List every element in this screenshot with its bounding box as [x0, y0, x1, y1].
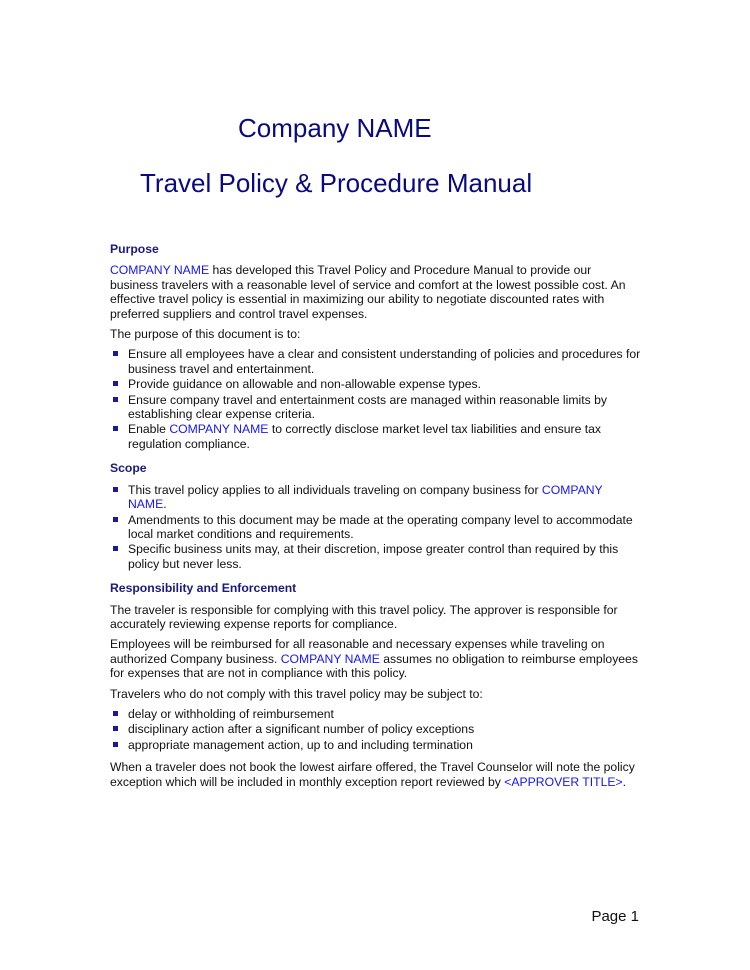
scope-list [110, 483, 642, 571]
document-title: Travel Policy & Procedure Manual [140, 168, 533, 198]
company-name-placeholder: COMPANY NAME [169, 422, 269, 437]
paragraph-text: has developed this Travel Policy and Procedure Manual to provide our business travelers with a reasonable level of service and comfort at the lowest possible cost. An effective travel policy is essential in maximizing our ability to negotiate discounted rates with preferred suppliers and control travel expenses. [110, 263, 626, 321]
document-body [110, 242, 642, 795]
company-title: Company NAME [238, 113, 432, 143]
paragraph-text: When a traveler does not book the lowest airfare offered, the Travel Counselor will note the policy exception which will be included in monthly exception report reviewed by [110, 760, 635, 789]
scope-heading: Scope [110, 461, 147, 476]
list-item: Specific business units may, at their discretion, impose greater control than required by this policy but never less. [110, 542, 642, 571]
item-text: Enable [128, 422, 170, 437]
consequences-list [110, 707, 642, 752]
list-item: Ensure company travel and entertainment costs are managed within reasonable limits by establishing clear expense criteria. [110, 393, 642, 422]
company-name-placeholder: COMPANY NAME [128, 482, 603, 512]
list-item: delay or withholding of reimbursement [110, 707, 642, 721]
list-item: Ensure all employees have a clear and consistent understanding of policies and procedures for business travel and entertainment. [110, 347, 642, 376]
responsibility-section [110, 581, 642, 789]
item-text: . [163, 497, 167, 512]
airfare-exception-paragraph [110, 760, 642, 789]
purpose-paragraph [110, 263, 642, 321]
noncompliance-intro: Travelers who do not comply with this travel policy may be subject to: [110, 686, 483, 701]
item-text: to correctly disclose market level tax liabilities and ensure tax regulation compliance. [128, 422, 602, 451]
list-item: appropriate management action, up to and including termination [110, 738, 642, 752]
purpose-list [110, 347, 642, 451]
page-number: Page 1 [591, 908, 639, 925]
paragraph-text: . [622, 774, 626, 789]
purpose-section [110, 242, 642, 451]
approver-title-placeholder: <APPROVER TITLE> [504, 774, 623, 789]
company-name-placeholder: COMPANY NAME [280, 651, 380, 666]
reimbursement-paragraph [110, 637, 642, 680]
item-text: This travel policy applies to all individuals traveling on company business for [128, 482, 542, 497]
responsibility-paragraph: The traveler is responsible for complying with this travel policy. The approver is responsible for accurately reviewing expense reports for compliance. [110, 602, 618, 631]
company-name-placeholder: COMPANY NAME [110, 263, 210, 278]
purpose-heading: Purpose [110, 242, 159, 256]
paragraph-text: Employees will be reimbursed for all reasonable and necessary expenses while traveling on authorized Company business. [110, 637, 605, 666]
purpose-intro: The purpose of this document is to: [110, 327, 301, 342]
list-item: Amendments to this document may be made at the operating company level to accommodate local market conditions and requirements. [110, 513, 642, 542]
paragraph-text: assumes no obligation to reimburse employees for expenses that are not in compliance with this policy. [110, 651, 638, 681]
list-item: disciplinary action after a significant number of policy exceptions [110, 722, 642, 736]
list-item [110, 483, 642, 512]
list-item [110, 422, 642, 451]
responsibility-heading: Responsibility and Enforcement [110, 581, 297, 596]
list-item: Provide guidance on allowable and non-allowable expense types. [110, 377, 642, 391]
scope-section [110, 461, 642, 571]
